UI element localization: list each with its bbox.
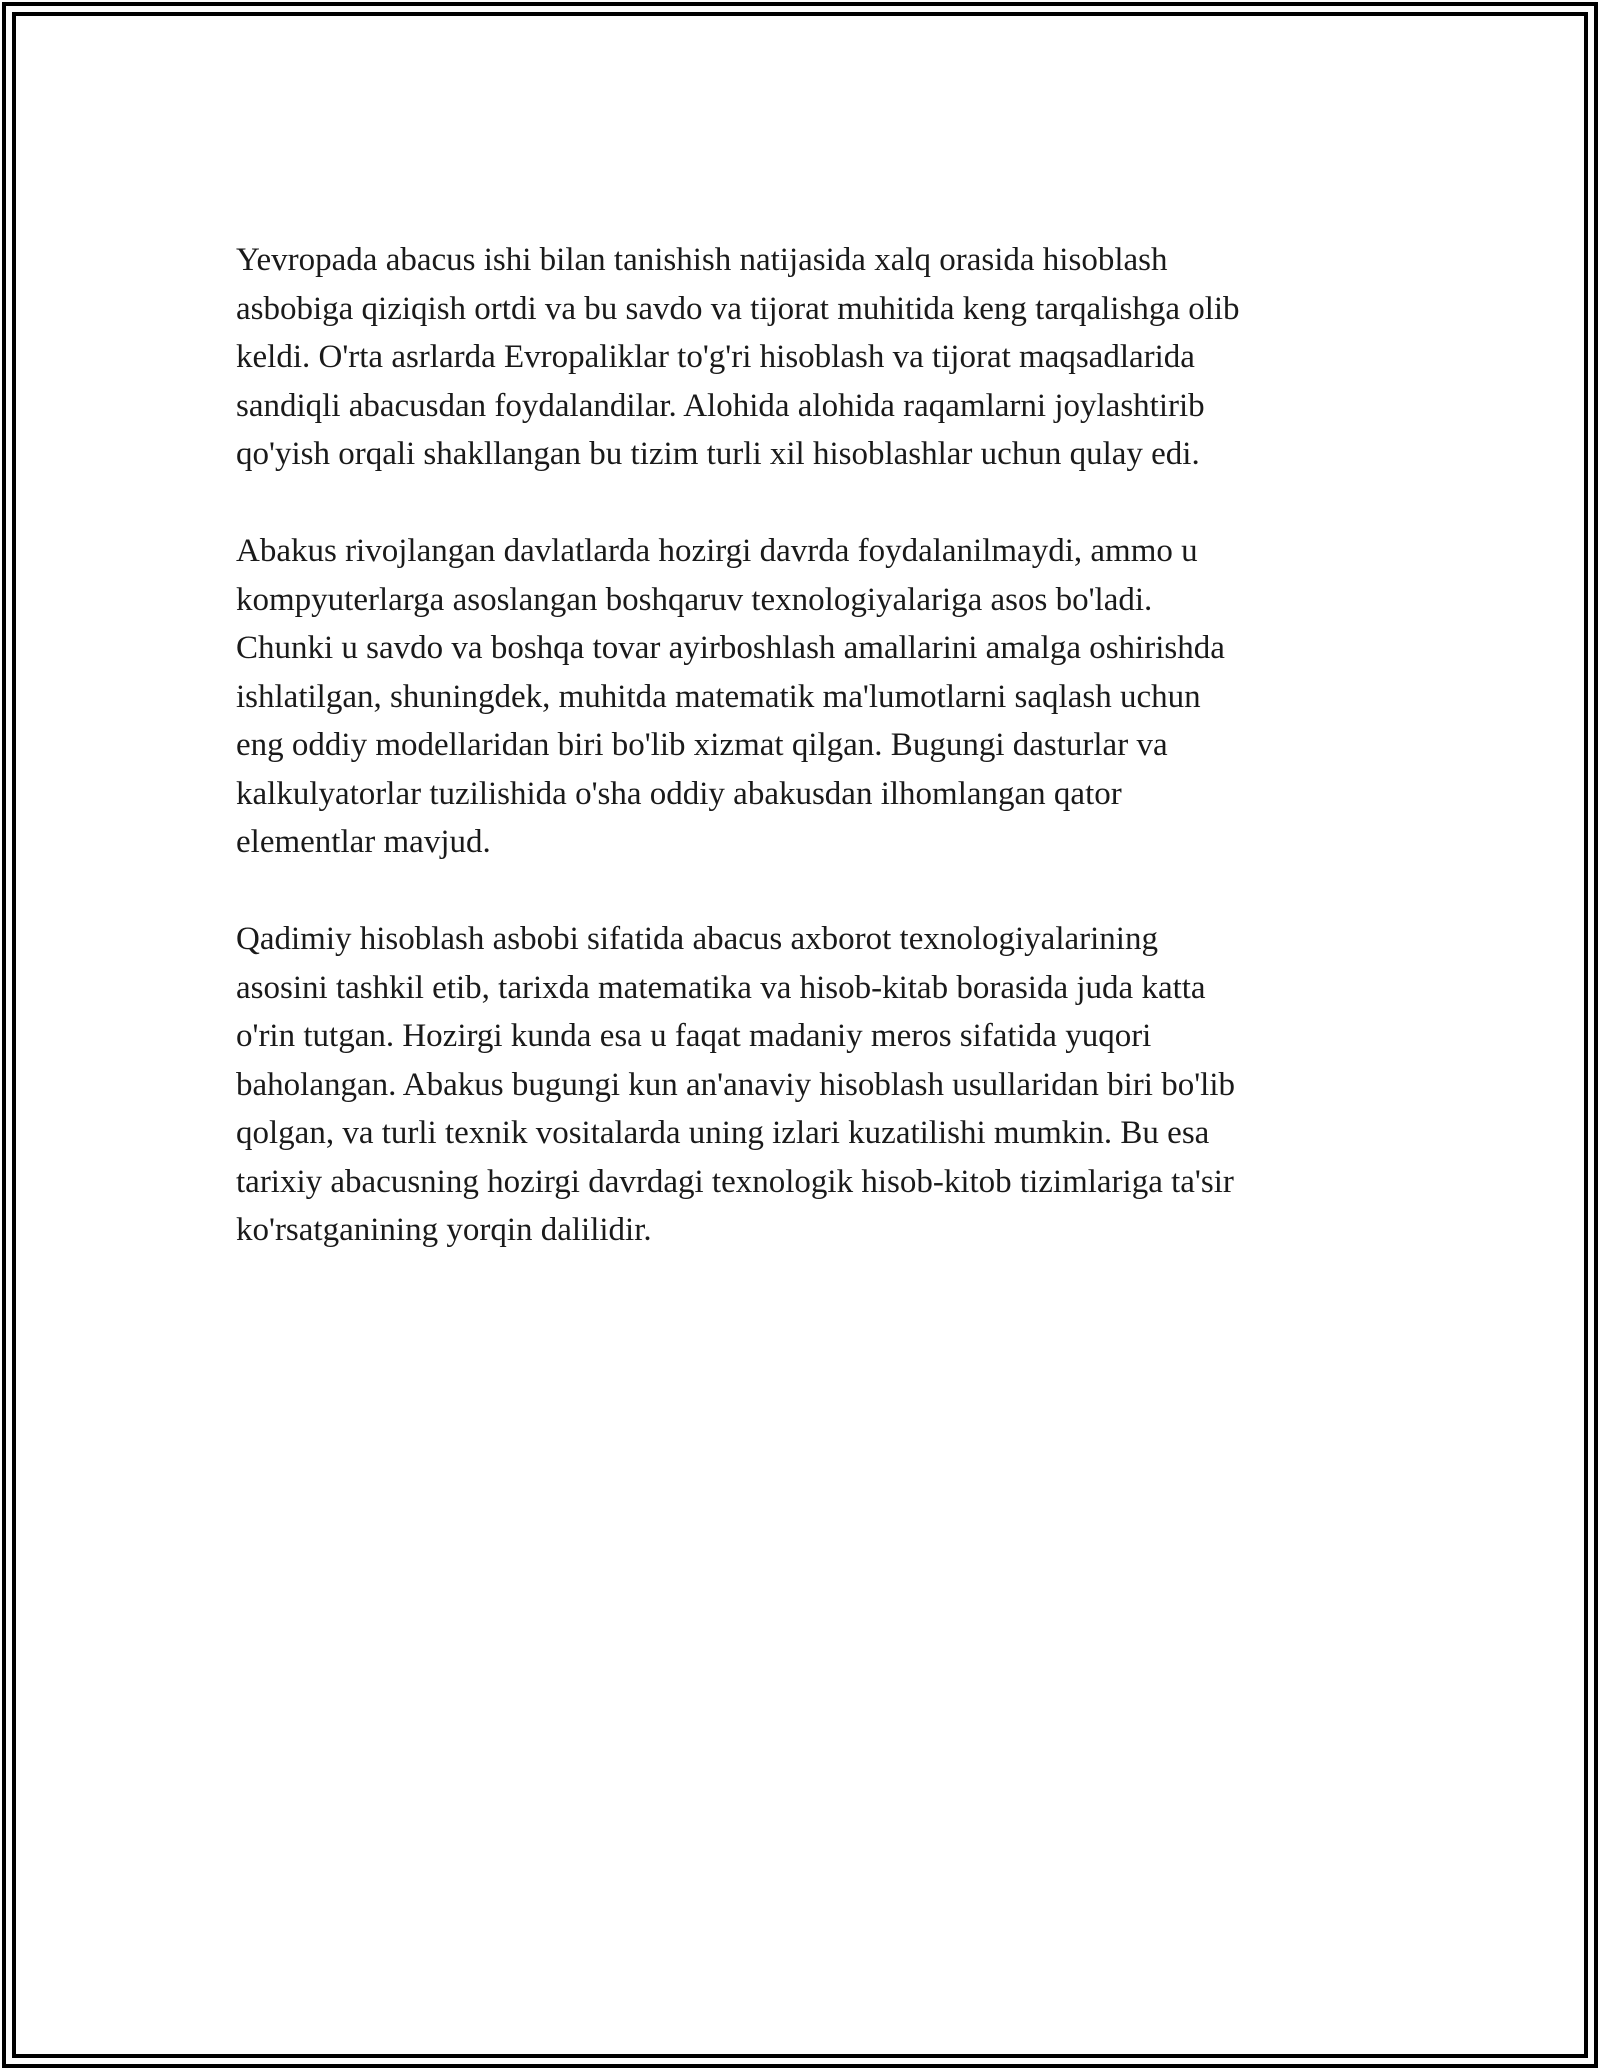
text-line: keldi. O'rta asrlarda Evropaliklar to'g'ri hisoblash va tijorat maqsadlarida xyxy=(236,339,1195,375)
paragraph-2 xyxy=(236,527,1356,867)
text-line: ko'rsatganining yorqin dalilidir. xyxy=(236,1212,652,1248)
paragraph-3 xyxy=(236,915,1356,1255)
text-line: sandiqli abacusdan foydalandilar. Alohida alohida raqamlarni joylashtirib xyxy=(236,387,1205,424)
text-line: kalkulyatorlar tuzilishida o'sha oddiy abakusdan ilhomlangan qator xyxy=(236,775,1122,812)
text-line: qolgan, va turli texnik vositalarda uning izlari kuzatilishi mumkin. Bu esa xyxy=(236,1115,1210,1151)
text-line: kompyuterlarga asoslangan boshqaruv texnologiyalariga asos bo'ladi. xyxy=(236,581,1153,618)
text-line: asbobiga qiziqish ortdi va bu savdo va tijorat muhitida keng tarqalishga olib xyxy=(236,290,1240,327)
text-line: asosini tashkil etib, tarixda matematika va hisob-kitab borasida juda katta xyxy=(236,969,1206,1006)
text-line: tarixiy abacusning hozirgi davrdagi texnologik hisob-kitob tizimlariga ta'sir xyxy=(236,1163,1234,1200)
text-line: o'rin tutgan. Hozirgi kunda esa u faqat madaniy meros sifatida yuqori xyxy=(236,1018,1152,1054)
text-line: ishlatilgan, shuningdek, muhitda matematik ma'lumotlarni saqlash uchun xyxy=(236,678,1201,715)
paragraph-1 xyxy=(236,236,1356,479)
text-line: Abakus rivojlangan davlatlarda hozirgi davrda foydalanilmaydi, ammo u xyxy=(236,533,1198,569)
document-body xyxy=(236,236,1356,1303)
text-line: Yevropada abacus ishi bilan tanishish natijasida xalq orasida hisoblash xyxy=(236,242,1168,278)
text-line: qo'yish orqali shakllangan bu tizim turli xil hisoblashlar uchun qulay edi. xyxy=(236,436,1200,472)
text-line: baholangan. Abakus bugungi kun an'anaviy hisoblash usullaridan biri bo'lib xyxy=(236,1066,1235,1103)
text-line: eng oddiy modellaridan biri bo'lib xizmat qilgan. Bugungi dasturlar va xyxy=(236,727,1168,763)
text-line: elementlar mavjud. xyxy=(236,824,491,860)
text-line: Qadimiy hisoblash asbobi sifatida abacus axborot texnologiyalarining xyxy=(236,921,1158,957)
text-line: Chunki u savdo va boshqa tovar ayirboshlash amallarini amalga oshirishda xyxy=(236,630,1225,666)
